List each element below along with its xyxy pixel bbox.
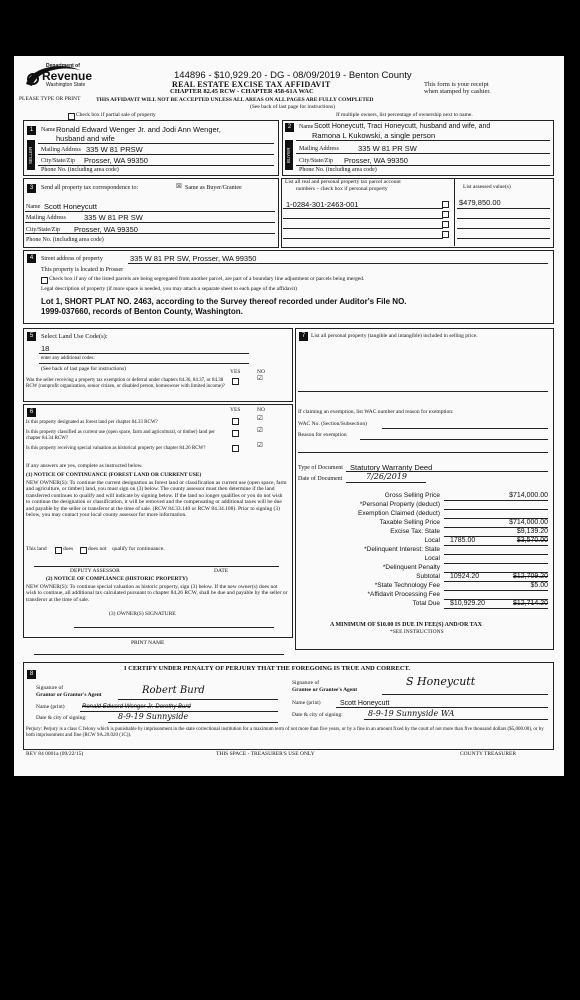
doc-type-value[interactable]: Statutory Warranty Deed [350,463,433,472]
does-label: does [63,546,74,552]
notice-compliance-title: (2) NOTICE OF COMPLIANCE (HISTORIC PROPERTY) [46,576,188,582]
corr-mailing-label: Mailing Address [26,215,66,221]
buyer-phone-label: Phone No. (including area code) [299,167,377,173]
seller-phone-label: Phone No. (including area code) [41,167,119,173]
minimum-due-note: A MINIMUM OF $10.00 IS DUE IN FEE(S) AND/OR TAX [330,622,482,628]
land-use-label: Select Land Use Code(s): [41,333,108,340]
buyer-name-label: Name [299,124,314,130]
totals-label: Excise Tax: State [390,528,440,535]
assessed-value[interactable]: $479,850.00 [459,198,501,207]
buyer-mailing-label: Mailing Address [299,146,339,152]
buyer-tab: BUYER GRANTEE [285,140,293,170]
recording-stamp: 144896 - $10,929.20 - DG - 08/09/2019 - Benton County [174,70,412,81]
seller-mailing-value[interactable]: 335 W 81 PRSW [86,145,143,154]
receipt-note-2: when stamped by cashier. [424,88,491,95]
totals-row [298,510,552,519]
section-1-number: 1 [27,126,36,135]
totals-value: 1785.00 [450,537,476,544]
totals-row [298,582,552,591]
receipt-note-1: This form is your receipt [424,81,489,88]
totals-value-field[interactable] [444,501,548,510]
totals-label: Total Due [412,600,440,607]
seller-city-value[interactable]: Prosser, WA 99350 [84,156,148,165]
form-subtitle: CHAPTER 82.45 RCW - CHAPTER 458-61A WAC [170,88,314,95]
corr-city-label: City/State/Zip [26,227,60,233]
totals-row [298,555,552,564]
totals-label: *Affidavit Processing Fee [367,591,440,598]
segregated-checkbox[interactable] [41,277,48,284]
totals-label: *State Technology Fee [374,582,440,589]
treasurer-space: THIS SPACE - TREASURER'S USE ONLY [216,751,315,757]
section-7-number: 7 [299,332,308,341]
seller-city-label: City/State/Zip [41,158,75,164]
section-2-number: 2 [285,123,294,132]
seller-tab: SELLER GRANTOR [27,140,35,170]
grantee-sig-label-2: Grantee or Grantee's Agent [292,687,358,693]
personal-property-checkbox-3[interactable] [442,221,449,228]
partial-sale-label: Check box if partial sale of property [76,112,156,118]
totals-label: Gross Selling Price [384,492,440,499]
totals-row [298,501,552,510]
exemption-claim-label: If claiming an exemption, list WAC number and reason for exemption: [298,409,454,415]
totals-label: *Personal Property (deduct) [359,501,440,508]
personal-property-checkbox-2[interactable] [442,211,449,218]
see-instructions-note: *SEE INSTRUCTIONS [390,629,444,635]
totals-row [298,519,552,528]
corr-name-value[interactable]: Scott Honeycutt [44,202,97,211]
historic-no-checkbox[interactable]: ☑ [257,442,263,449]
seller-name-value-1[interactable]: Ronald Edward Wenger Jr. and Jodi Ann Wenger, [56,125,221,134]
section-4-number: 4 [27,254,36,263]
instructions-note: (See back of last page for instructions) [250,104,335,110]
grantor-sig-label-2: Grantor or Grantor's Agent [36,692,102,698]
assessor-date-label: DATE [214,568,229,574]
buyer-name-value-1[interactable]: Scott Honeycutt, Traci Honeycutt, husband and wife, and [314,123,491,130]
multiple-owners-note: If multiple owners, list percentage of ownership next to name. [336,112,473,118]
seller-name-value-2[interactable]: husband and wife [56,134,115,143]
tax-totals-table [298,492,552,610]
if-any-yes: If any answers are yes, complete as instructed below. [26,463,143,469]
notice-compliance-body: NEW OWNER(S): To continue special valuation as historic property, sign (3) below. If the new owner(s) does not wish to continue, all additional tax calculated pursuant to chapter 84.26 RCW, shall be due and payable by the seller or transferor at the time of sale. [26,584,288,603]
grantor-date-label: Date & city of signing: [36,715,87,721]
grantor-name-value[interactable]: Ronald Edward Wenger Jr. Dorothy Burd [82,704,191,710]
same-as-buyer-label: Same as Buyer/Grantee [185,185,242,191]
totals-row [298,546,552,555]
totals-row [298,528,552,537]
this-land-label: This land [26,546,47,552]
totals-value: $5.00 [530,582,548,589]
forest-yes-checkbox[interactable] [232,418,239,425]
exemption-question: Was the seller receiving a property tax exemption or deferral under chapters 84.36, 84.37, or 84.38 RCW (nonprofit organization, senior citizen, or disabled person, homeowner with limited income)? [26,378,225,389]
s6-no-header: NO [257,407,265,413]
does-not-checkbox[interactable] [80,547,87,554]
totals-value: $10,929.20 [450,600,486,607]
totals-label: Taxable Selling Price [379,519,440,526]
s5-yes-header: YES [230,369,241,375]
grantee-date-value[interactable]: 8-9-19 Sunnyside WA [368,709,455,718]
legal-description-value-1[interactable]: Lot 1, SHORT PLAT NO. 2463, according to the Survey thereof recorded under Auditor's File NO. [41,297,407,306]
deputy-assessor-label: DEPUTY ASSESSOR [70,568,120,574]
personal-property-checkbox-1[interactable] [442,201,449,208]
corr-mailing-value[interactable]: 335 W 81 PR SW [84,213,143,222]
partial-sale-checkbox[interactable] [68,113,75,120]
logo-line3: Washington State [46,82,86,88]
parcel-header-2: numbers – check box if personal property [296,186,388,192]
totals-label: Subtotal [416,573,440,580]
s6-yes-header: YES [230,407,241,413]
see-back-note: (See back of last page for instructions) [41,366,126,372]
street-address-label: Street address of property [41,256,103,262]
corr-phone-label: Phone No. (including area code) [26,237,104,243]
totals-row [298,564,552,573]
totals-value: $9,139.20 [516,528,548,535]
logo-line1: Department of [46,63,80,69]
grantee-name-value[interactable]: Scott Honeycutt [340,700,390,707]
assessed-header: List assessed value(s) [463,184,511,190]
same-as-buyer-checkbox[interactable]: ☒ [176,183,182,190]
current-use-yes-checkbox[interactable] [232,430,239,437]
buyer-city-label: City/State/Zip [299,158,333,164]
totals-value: $714,000.00 [509,492,548,499]
reason-label: Reason for exemption [298,432,347,438]
totals-row [298,600,552,609]
does-not-label: does not [88,546,107,552]
totals-label: *Delinquent Penalty [382,564,440,571]
qualify-label: qualify for continuance. [112,546,165,552]
current-use-question: Is this property classified as current use (open space, farm and agricultural, or timber) land per chapter 84.34 RCW? [26,430,215,441]
parcel-number-value[interactable]: 1-0284-301-2463-001 [286,200,359,209]
seller-name-label: Name [41,127,56,133]
section-3-number: 3 [27,184,36,193]
additional-codes-label: enter any additional codes: [41,356,95,361]
perjury-notice: Perjury: Perjury is a class C felony which is punishable by imprisonment in the state correctional institution for a maximum term of not more than five years, or by a fine in an amount fixed by the court of not more than five thousand dollars ($5,000.00), or by both imprisonment and fine (RCW 9A.20.020 (1C)). [26,727,544,738]
totals-value-field[interactable] [444,564,548,573]
form-title: REAL ESTATE EXCISE TAX AFFIDAVIT [172,80,331,89]
grantee-sig-label-1: Signature of [292,680,320,686]
county-treasurer: COUNTY TREASURER [460,751,517,757]
does-checkbox[interactable] [55,547,62,554]
totals-row [298,591,552,600]
located-in-text: This property is located in Prosser [41,267,124,273]
warning-text: THIS AFFIDAVIT WILL NOT BE ACCEPTED UNLESS ALL AREAS ON ALL PAGES ARE FULLY COMPLETED [96,97,374,103]
totals-label: Local [424,537,440,544]
logo-line2: Revenue [42,69,93,83]
dor-logo [22,62,93,92]
totals-label: Exemption Claimed (deduct) [357,510,440,517]
totals-value: 10924.20 [450,573,480,580]
form-revision: REV 84 0001a (09/22/15) [26,751,84,757]
send-correspondence-label: Send all property tax correspondence to: [41,185,139,191]
current-use-no-checkbox[interactable]: ☑ [257,427,263,434]
totals-struck-value: $3,570.00 [516,537,548,544]
grantor-date-value[interactable]: 8-9-19 Sunnyside [118,712,189,721]
buyer-mailing-value[interactable]: 335 W 81 PR SW [358,144,417,153]
totals-row [298,537,552,546]
historic-yes-checkbox[interactable] [232,445,239,452]
historic-question: Is this property receiving special valuation as historical property per chapter 84.26 RCW? [26,446,206,451]
corr-name-label: Name [26,204,41,210]
parcel-header-1: List all real and personal property tax parcel account [285,179,401,185]
totals-label: Local [424,555,440,562]
grantor-sig-label-1: Signature of [36,685,64,691]
seller-mailing-label: Mailing Address [41,147,81,153]
grantee-signature[interactable]: S Honeycutt [406,675,476,688]
buyer-name-value-2[interactable]: Ramona L Kukowski, a single person [312,131,436,140]
land-use-value[interactable]: 18 [41,344,50,353]
totals-value: $714,000.00 [509,519,548,526]
grantor-name-label: Name (print) [36,704,65,710]
section-5-number: 5 [27,332,36,341]
notice-continuance-title: (1) NOTICE OF CONTINUANCE (FOREST LAND OR CURRENT USE) [26,472,202,478]
certify-statement: I CERTIFY UNDER PENALTY OF PERJURY THAT THE FOREGOING IS TRUE AND CORRECT. [124,665,411,672]
notice-continuance-body: NEW OWNER(S): To continue the current designation as forest land or classification as current use (open space, farm and agriculture, or timber) land, you must sign on (3) below. The county assessor must then determine if the land transferred continues to qualify and will indicate by signing below. If the land no longer qualifies or you do not wish to continue the designation or classification, it will be removed and the compensating or additional taxes will be due and payable by the seller or transferor at the time of sale. (RCW 84.33.140 or RCW 84.34.108). Prior to signing (3) below, you may contact your local county assessor for more information. [26,480,287,519]
forest-no-checkbox[interactable]: ☑ [257,415,263,422]
totals-value-field[interactable] [444,546,548,555]
section-8-number: 8 [27,670,36,679]
street-address-value[interactable]: 335 W 81 PR SW, Prosser, WA 99350 [130,254,257,263]
s5-no-checkbox[interactable]: ☑ [257,375,263,382]
segregated-label: Check box if any of the listed parcels are being segregated from another parcel, are part of a boundary line adjustment or parcels being merged. [49,276,365,282]
totals-struck-value: $12,709.20 [512,573,548,580]
totals-row [298,573,552,582]
section-6-number: 6 [27,408,36,417]
buyer-city-value[interactable]: Prosser, WA 99350 [344,156,408,165]
corr-city-value[interactable]: Prosser, WA 99350 [74,225,138,234]
totals-value-field[interactable] [444,591,548,600]
doc-date-value[interactable]: 7/26/2019 [366,472,408,481]
type-or-print: PLEASE TYPE OR PRINT [19,96,81,102]
doc-type-label: Type of Document [298,465,343,471]
owner-signature-label: (3) OWNER(S) SIGNATURE [109,611,176,617]
grantor-signature[interactable]: Robert Burd [142,685,205,696]
totals-value-field[interactable] [444,510,548,519]
totals-label: *Delinquent Interest: State [364,546,440,553]
s5-yes-checkbox[interactable] [232,378,239,385]
legal-description-value-2[interactable]: 1999-037660, records of Benton County, Washington. [41,307,243,316]
s5-no-header: NO [257,369,265,375]
totals-row [298,492,552,501]
grantee-date-label: Date & city of signing: [292,712,343,718]
forest-land-question: Is this property designated as forest land per chapter 84.33 RCW? [26,420,158,425]
personal-property-label: List all personal property (tangible and intangible) included in selling price. [311,333,478,339]
affidavit-page [14,56,564,776]
totals-value-field[interactable] [444,555,548,564]
grantee-name-label: Name (print) [292,700,321,706]
print-name-label: PRINT NAME [131,640,165,646]
wac-label: WAC No. (Section/Subsection) [298,421,367,427]
totals-struck-value: $12,714.20 [512,600,548,607]
doc-date-label: Date of Document [298,476,343,482]
legal-description-label: Legal description of property (if more space is needed, you may attach a separate sheet to each page of the affidavit) [41,286,297,292]
personal-property-checkbox-4[interactable] [442,231,449,238]
